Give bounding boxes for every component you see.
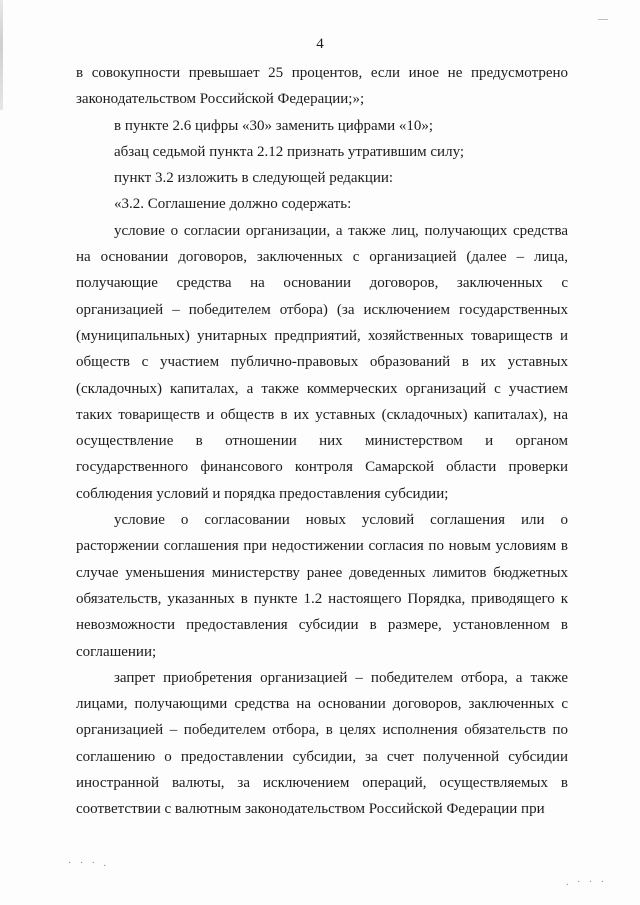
paragraph-continuation: в совокупности превышает 25 процентов, если иное не предусмотрено законодательством Российской Федерации;»; bbox=[76, 65, 568, 108]
scan-speckle-top: — bbox=[598, 14, 611, 25]
paragraph-item-3-2-intro: пункт 3.2 изложить в следующей редакции: bbox=[114, 170, 394, 187]
paragraph-currency-ban: запрет приобретения организацией – победителем отбора, а также лицами, получающими средства на основании договоров, заключенных с организацией – победителем отбора, в целях исполнения обязательств по соглашению о предоставлении субсидии, за счет полученной субсидии иностранной валюты, за исключением операций, осуществляемых в соответствии с валютным законодательством Российской Федерации при bbox=[76, 669, 568, 818]
scan-edge-mark bbox=[0, 0, 3, 110]
paragraph-item-2-12: абзац седьмой пункта 2.12 признать утратившим силу; bbox=[114, 143, 465, 160]
paragraph-item-2-6: в пункте 2.6 цифры «30» заменить цифрами «10»; bbox=[114, 117, 434, 134]
document-body bbox=[76, 60, 568, 823]
paragraph-condition-agreement: условие о согласовании новых условий соглашения или о расторжении соглашения при недостижении согласия по новым условиям в случае уменьшения министерству ранее доведенных лимитов бюджетных обязательств, указанных в пункте 1.2 настоящего Порядка, приводящего к невозможности предоставления субсидии в размере, установленном в соглашении; bbox=[76, 512, 568, 660]
paragraph-condition-consent: условие о согласии организации, а также лиц, получающих средства на основании договоров, заключенных с организацией (далее – лица, получающие средства на основании договоров, заключенных с организацией – победителем отбора) (за исключением государственных (муниципальных) унитарных предприятий, хозяйственных товариществ и обществ с участием публично-правовых образований в их уставных (складочных) капиталах, а также коммерческих организаций с участием таких товариществ и обществ в их уставных (складочных) капиталах), на осуществление в отношении них министерством и органом государственного финансового контроля Самарской области проверки соблюдения условий и порядка предоставления субсидии; bbox=[76, 222, 568, 502]
page-number: 4 bbox=[316, 36, 324, 52]
scan-speckle-right: . · · · bbox=[566, 877, 607, 888]
scan-speckle-left: · · · . bbox=[68, 858, 109, 869]
paragraph-3-2-heading: «3.2. Соглашение должно содержать: bbox=[114, 196, 352, 213]
